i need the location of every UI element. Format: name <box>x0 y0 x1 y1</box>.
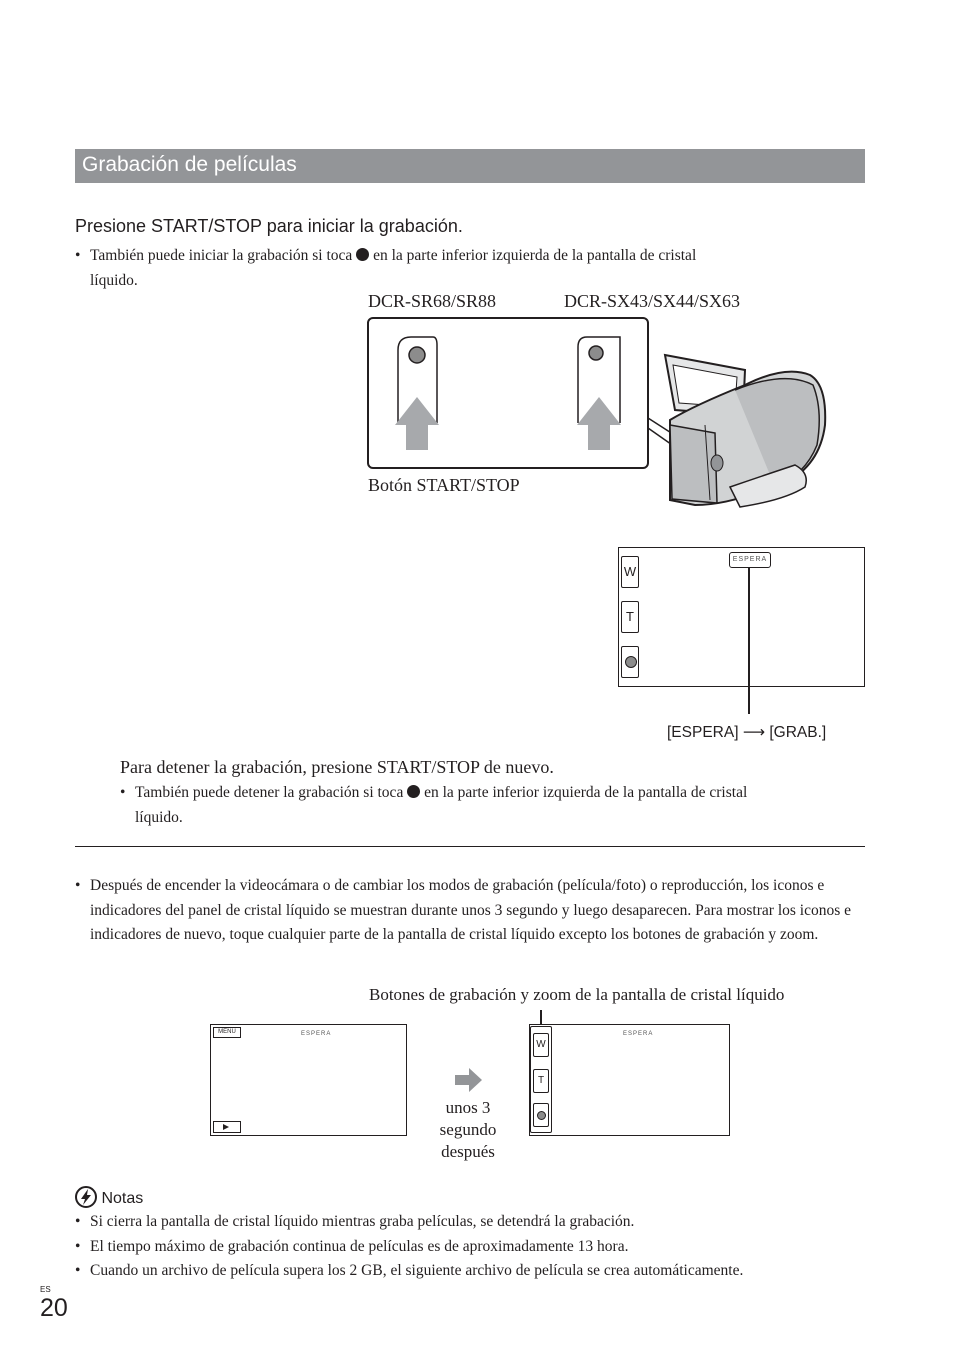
record-button[interactable] <box>621 646 639 678</box>
model-label-sr: DCR-SR68/SR88 <box>368 291 497 311</box>
record-button[interactable] <box>533 1103 549 1127</box>
model-label-sx: DCR-SX43/SX44/SX63 <box>564 291 741 311</box>
leader-line <box>748 567 750 714</box>
step1-bullet: • También puede iniciar la grabación si toca en la parte inferior izquierda de la pantalla de cristal líquido. <box>75 247 697 289</box>
section-title: Grabación de películas <box>82 153 297 176</box>
notes-heading: Notas <box>75 1186 143 1208</box>
note-item: • El tiempo máximo de grabación continua de películas es de aproximadamente 13 hora. <box>75 1237 629 1255</box>
record-dot-icon <box>356 248 369 261</box>
zoom-t-button[interactable]: T <box>621 601 639 633</box>
record-icon <box>625 656 637 668</box>
divider <box>75 846 865 847</box>
lcd-screen-hidden-icons <box>529 1024 730 1136</box>
zoom-t-button[interactable]: T <box>533 1069 549 1093</box>
lcd-screen-standby <box>618 547 865 687</box>
notes-list <box>75 1210 880 1284</box>
playback-button[interactable] <box>213 1121 241 1133</box>
zoom-w-button[interactable]: W <box>621 556 639 588</box>
step1-title: Presione START/STOP para iniciar la grabación. <box>75 216 463 236</box>
caution-icon <box>75 1186 97 1208</box>
status-text: ESPERA <box>301 1031 332 1037</box>
zoom-w-button[interactable]: W <box>533 1033 549 1057</box>
status-text: ESPERA <box>623 1031 654 1037</box>
step2-title: Para detener la grabación, presione START/STOP de nuevo. <box>120 757 554 777</box>
note-item: • Si cierra la pantalla de cristal líquido mientras graba películas, se detendrá la grabación. <box>75 1213 635 1230</box>
note-item: • Cuando un archivo de película supera los 2 GB, el siguiente archivo de película se crea automáticamente. <box>75 1262 744 1279</box>
status-caption: [ESPERA] ⟶ [GRAB.] <box>667 724 827 741</box>
after-label: unos 3 segundo después <box>439 1098 497 1161</box>
page-language: ES <box>40 1285 51 1294</box>
status-badge: ESPERA <box>729 552 771 568</box>
figure2-caption: Botones de grabación y zoom de la pantalla de cristal líquido <box>369 985 785 1004</box>
record-dot-icon <box>407 785 420 798</box>
tips-bullet: • Después de encender la videocámara o de cambiar los modos de grabación (película/foto) o reproducción, los iconos e indicadores del panel de cristal líquido se muestran durante unos 3 segundo y luego desaparecen. Para mostrar los iconos e indicadores de nuevo, toque cualquier parte de la pantalla de cristal líquido excepto los botones de grabación y zoom. <box>75 877 851 943</box>
menu-button[interactable]: MENU <box>213 1027 241 1038</box>
lcd-screen-with-icons <box>210 1024 407 1136</box>
record-icon <box>537 1111 546 1120</box>
start-stop-label: Botón START/STOP <box>368 475 520 495</box>
play-icon <box>223 1124 229 1130</box>
arrow-right-icon <box>455 1068 483 1092</box>
page-number: 20 <box>40 1294 68 1322</box>
step2-bullet: • También puede detener la grabación si toca en la parte inferior izquierda de la pantalla de cristal líquido. <box>120 784 748 826</box>
